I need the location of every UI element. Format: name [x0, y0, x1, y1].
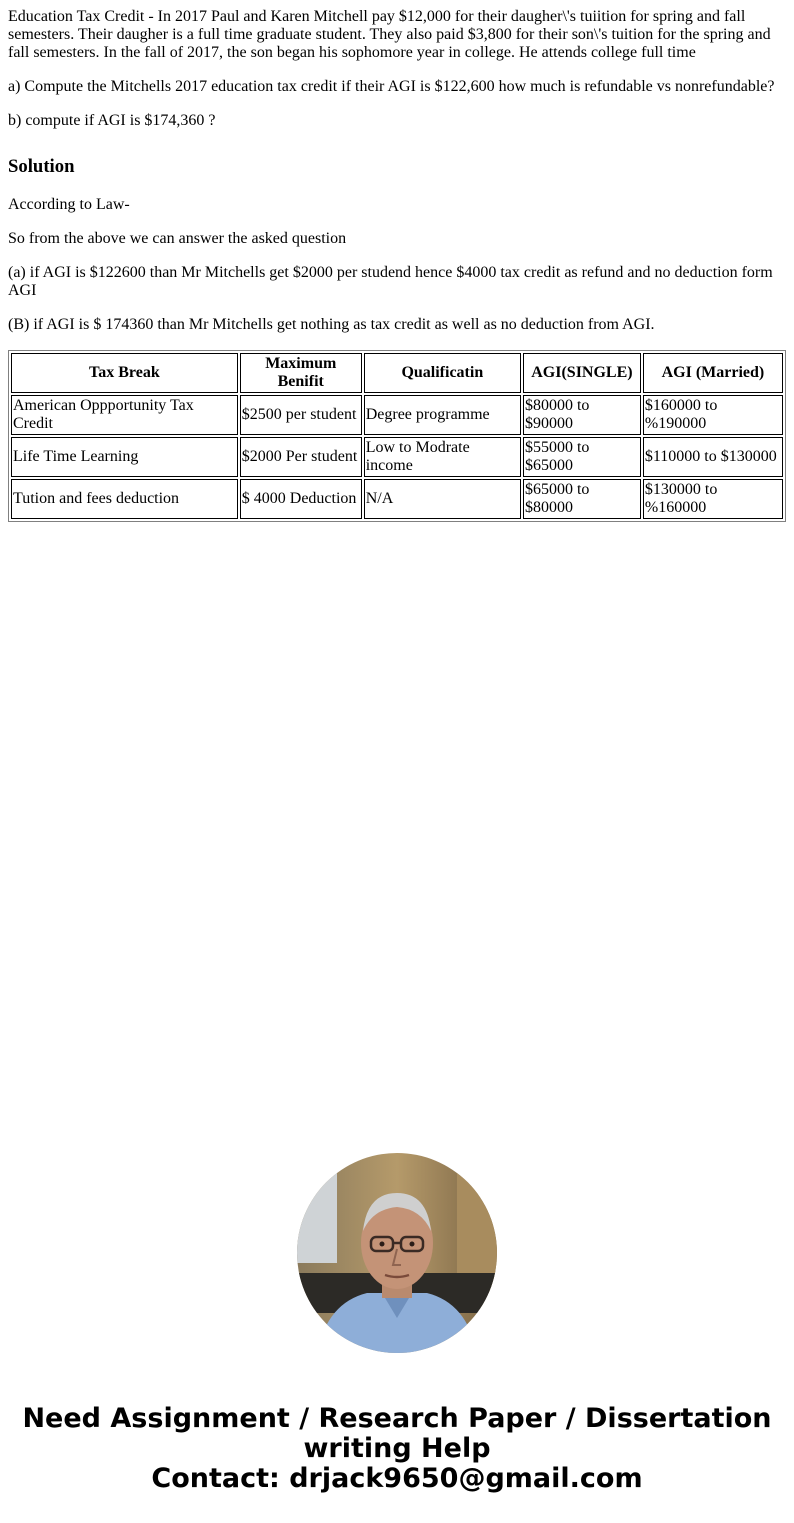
tax-break-table — [8, 350, 786, 522]
question-intro: Education Tax Credit - In 2017 Paul and Karen Mitchell pay $12,000 for their daugher\'s tuiition for spring and fall semesters. Their daugher is a full time graduate student. They also paid $3,800 for their son\'s tuition for the spring and fall semesters. In the fall of 2017, the son began his sophomore year in college. He attends college full time — [8, 8, 771, 61]
header-tax-break: Tax Break — [11, 353, 238, 393]
solution-law: According to Law- — [8, 196, 130, 213]
promo-banner — [0, 1404, 794, 1494]
table-cell: $130000 to %160000 — [643, 479, 783, 519]
document-body — [8, 8, 786, 522]
table-cell: $160000 to %190000 — [643, 395, 783, 435]
table-cell: N/A — [364, 479, 521, 519]
person-photo-icon — [297, 1153, 497, 1353]
table-cell: Degree programme — [364, 395, 521, 435]
header-qualification: Qualificatin — [364, 353, 521, 393]
table-cell: American Oppportunity Tax Credit — [11, 395, 238, 435]
solution-answer-a: (a) if AGI is $122600 than Mr Mitchells get $2000 per studend hence $4000 tax credit as refund and no deduction form AGI — [8, 264, 773, 299]
header-agi-married: AGI (Married) — [643, 353, 783, 393]
table-row — [11, 395, 783, 435]
table-header-row — [11, 353, 783, 393]
table-cell: $2500 per student — [240, 395, 362, 435]
avatar — [297, 1153, 497, 1353]
table-cell: Tution and fees deduction — [11, 479, 238, 519]
solution-answer-b: (B) if AGI is $ 174360 than Mr Mitchells get nothing as tax credit as well as no deduction from AGI. — [8, 316, 655, 333]
table-row — [11, 437, 783, 477]
table-cell: $80000 to $90000 — [523, 395, 641, 435]
table-cell: $110000 to $130000 — [643, 437, 783, 477]
question-part-b: b) compute if AGI is $174,360 ? — [8, 112, 216, 129]
promo-line-2: writing Help — [303, 1433, 491, 1464]
table-cell: $ 4000 Deduction — [240, 479, 362, 519]
promo-contact: Contact: drjack9650@gmail.com — [151, 1463, 643, 1494]
question-part-a: a) Compute the Mitchells 2017 education tax credit if their AGI is $122,600 how much is refundable vs nonrefundable? — [8, 78, 775, 95]
table-cell: $55000 to $65000 — [523, 437, 641, 477]
table-cell: $65000 to $80000 — [523, 479, 641, 519]
table-cell: Life Time Learning — [11, 437, 238, 477]
solution-heading: Solution — [8, 156, 75, 177]
promo-line-1: Need Assignment / Research Paper / Dissertation — [22, 1403, 772, 1434]
table-cell: Low to Modrate income — [364, 437, 521, 477]
header-agi-single: AGI(SINGLE) — [523, 353, 641, 393]
solution-intro: So from the above we can answer the asked question — [8, 230, 347, 247]
table-cell: $2000 Per student — [240, 437, 362, 477]
header-maximum-benefit: Maximum Benifit — [240, 353, 362, 393]
table-row — [11, 479, 783, 519]
